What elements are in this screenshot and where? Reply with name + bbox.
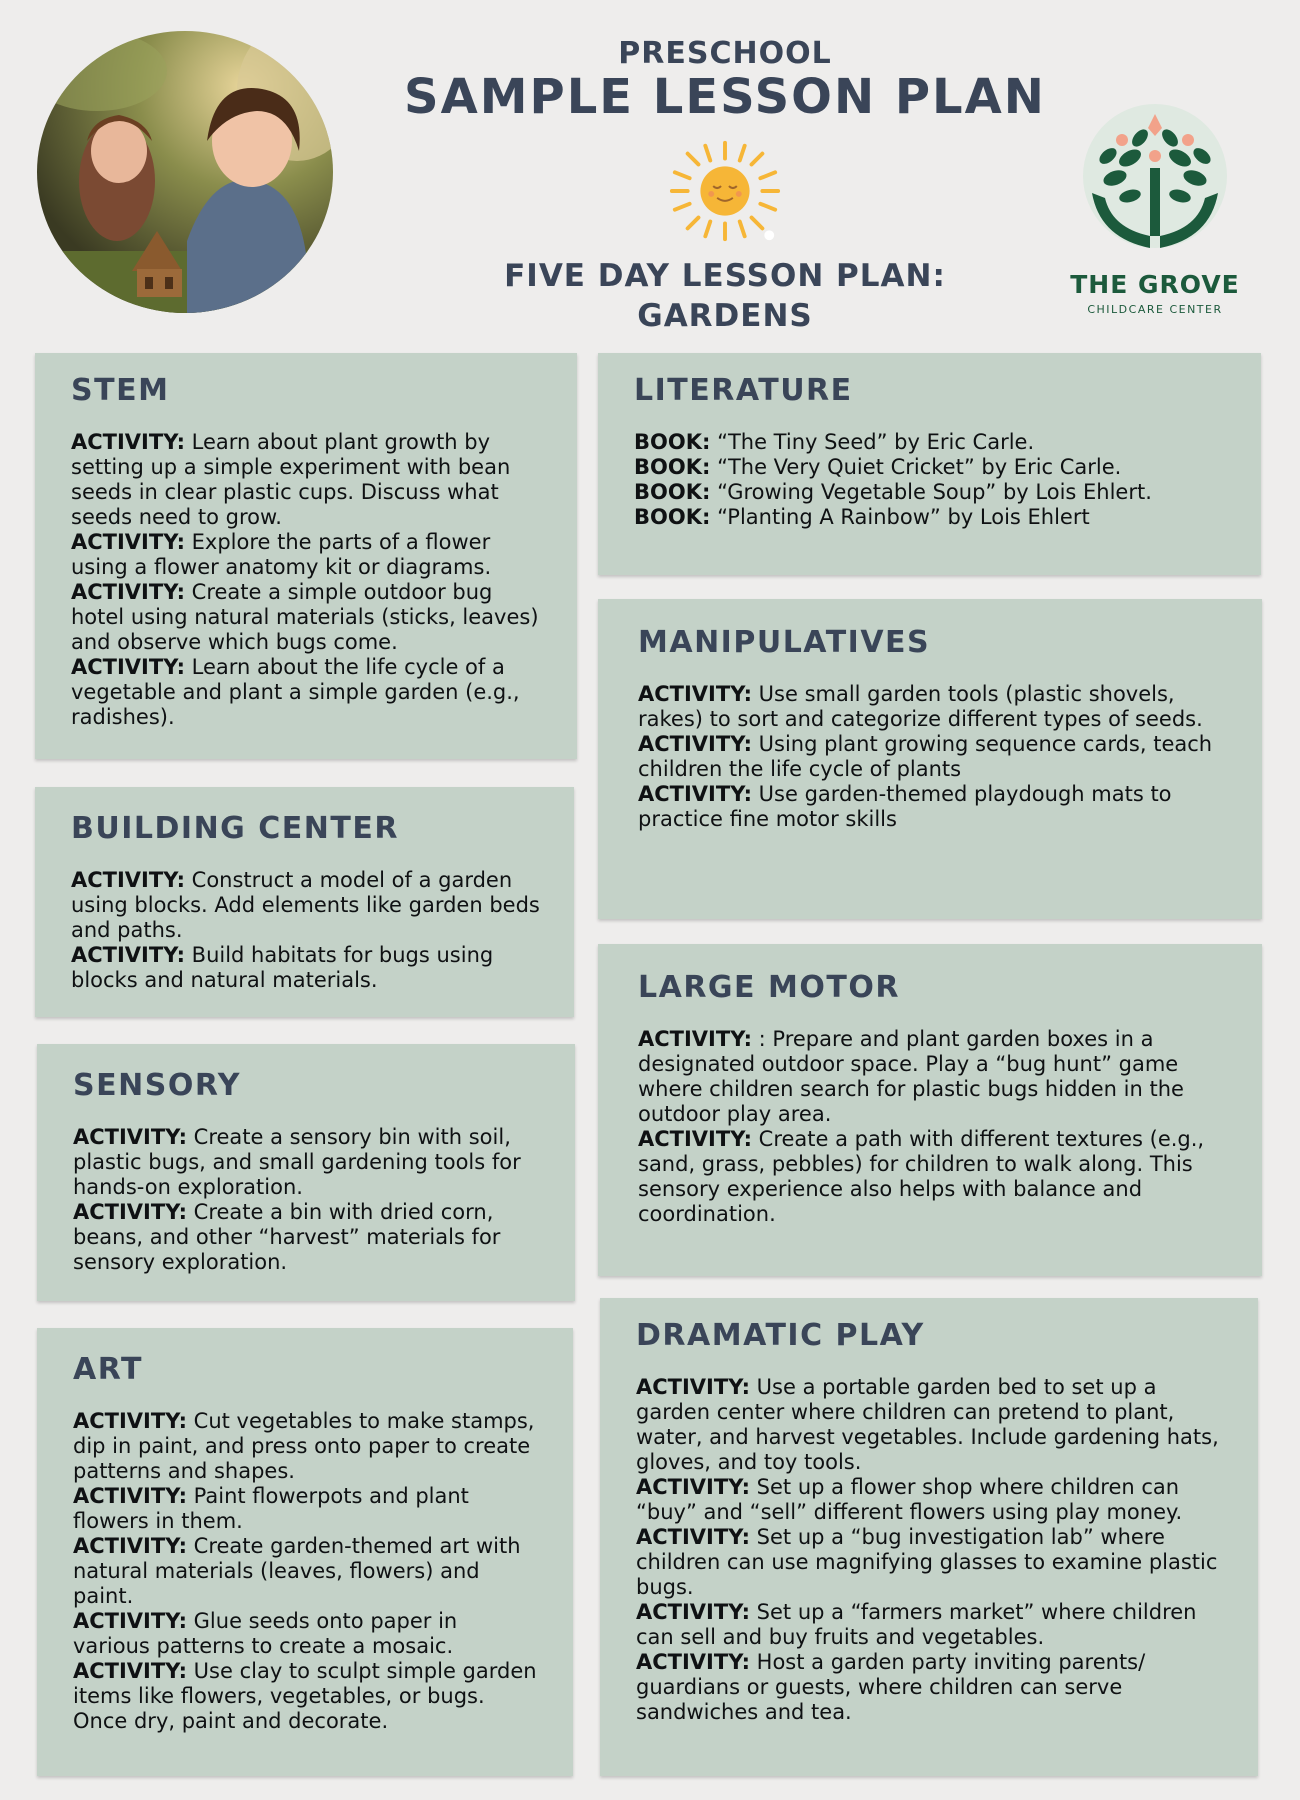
- item-text: Set up a “farmers market” where children can sell and buy fruits and vegetables.: [636, 1600, 1197, 1649]
- item-text: Create a bin with dried corn, beans, and other “harvest” materials for sensory exploration.: [73, 1200, 501, 1274]
- item-text: Using plant growing sequence cards, teach children the life cycle of plants: [638, 732, 1213, 781]
- activity-item: [638, 732, 1228, 782]
- item-label: ACTIVITY:: [73, 1200, 187, 1224]
- section-title: LARGE MOTOR: [638, 970, 900, 1005]
- item-text: Create a path with different textures (e.g., sand, grass, pebbles) for children to walk along. This sensory experience also helps with balance and coordination.: [638, 1127, 1205, 1226]
- section-title: STEM: [71, 373, 170, 408]
- activity-item: [73, 1200, 541, 1275]
- item-text: “Planting A Rainbow” by Lois Ehlert: [710, 505, 1090, 529]
- subtitle-line-1: FIVE DAY LESSON PLAN:: [504, 257, 946, 294]
- activity-item: [636, 1600, 1224, 1650]
- activity-item: [71, 530, 543, 580]
- stem-card: [35, 353, 577, 759]
- sensory-card: [37, 1044, 575, 1301]
- section-title: BUILDING CENTER: [71, 811, 399, 846]
- item-text: : Prepare and plant garden boxes in a designated outdoor space. Play a “bug hunt” game where children search for plastic bugs hidden in the outdoor play area.: [638, 1027, 1184, 1126]
- activity-item: [71, 943, 540, 993]
- item-text: Paint flowerpots and plant flowers in them.: [73, 1484, 469, 1533]
- page-title: SAMPLE LESSON PLAN: [404, 69, 1046, 125]
- item-label: ACTIVITY:: [71, 943, 185, 967]
- activity-item: [73, 1409, 539, 1484]
- activity-item: [636, 1525, 1224, 1600]
- activity-item: [71, 868, 540, 943]
- item-text: Learn about plant growth by setting up a simple experiment with bean seeds in clear plastic cups. Discuss what seeds need to grow.: [71, 430, 511, 529]
- children-garden-photo: [37, 31, 333, 313]
- activity-item: [73, 1609, 539, 1659]
- item-text: Create a simple outdoor bug hotel using natural materials (sticks, leaves) and observe which bugs come.: [71, 580, 539, 654]
- item-text: Explore the parts of a flower using a flower anatomy kit or diagrams.: [71, 530, 492, 579]
- item-text: Glue seeds onto paper in various patterns to create a mosaic.: [73, 1609, 458, 1658]
- item-label: ACTIVITY:: [71, 868, 185, 892]
- item-text: Use garden-themed playdough mats to practice fine motor skills: [638, 782, 1172, 831]
- activity-item: [73, 1125, 541, 1200]
- item-text: Construct a model of a garden using blocks. Add elements like garden beds and paths.: [71, 868, 540, 942]
- item-text: “The Tiny Seed” by Eric Carle.: [710, 430, 1035, 454]
- kicker: PRESCHOOL: [618, 36, 832, 71]
- activity-item: [73, 1534, 539, 1609]
- tree-hands-icon: [1070, 98, 1240, 268]
- activity-item: [636, 1475, 1224, 1525]
- item-text: Learn about the life cycle of a vegetable and plant a simple garden (e.g., radishes).: [71, 655, 520, 729]
- item-label: ACTIVITY:: [638, 782, 752, 806]
- item-text: Create a sensory bin with soil, plastic bugs, and small gardening tools for hands-on exploration.: [73, 1125, 521, 1199]
- item-text: “Growing Vegetable Soup” by Lois Ehlert.: [710, 480, 1152, 504]
- item-text: Build habitats for bugs using blocks and natural materials.: [71, 943, 494, 992]
- section-title: DRAMATIC PLAY: [636, 1318, 925, 1353]
- item-label: ACTIVITY:: [636, 1525, 750, 1549]
- item-label: ACTIVITY:: [71, 655, 185, 679]
- item-label: ACTIVITY:: [636, 1600, 750, 1624]
- item-label: ACTIVITY:: [638, 1127, 752, 1151]
- item-text: “The Very Quiet Cricket” by Eric Carle.: [710, 455, 1122, 479]
- item-label: ACTIVITY:: [71, 430, 185, 454]
- item-label: ACTIVITY:: [73, 1409, 187, 1433]
- logo-subtitle: CHILDCARE CENTER: [1087, 303, 1223, 316]
- section-title: ART: [73, 1352, 143, 1387]
- item-label: ACTIVITY:: [73, 1534, 187, 1558]
- item-text: Host a garden party inviting parents/ guardians or guests, where children can serve sandwiches and tea.: [636, 1650, 1146, 1724]
- manipulatives-card: [598, 599, 1262, 919]
- section-title: SENSORY: [73, 1068, 241, 1103]
- building-center-card: [35, 787, 574, 1017]
- art-card: [37, 1328, 573, 1776]
- book-item: [634, 480, 1227, 505]
- activity-item: [71, 655, 543, 730]
- book-item: [634, 455, 1227, 480]
- activity-item: [73, 1659, 539, 1734]
- item-label: ACTIVITY:: [636, 1475, 750, 1499]
- item-label: ACTIVITY:: [71, 580, 185, 604]
- sun-icon: [666, 136, 784, 246]
- item-label: ACTIVITY:: [636, 1375, 750, 1399]
- activity-item: [638, 782, 1228, 832]
- section-title: MANIPULATIVES: [638, 625, 931, 660]
- book-item: [634, 430, 1227, 455]
- the-grove-logo: [1060, 98, 1250, 316]
- activity-item: [638, 1027, 1228, 1127]
- activity-item: [636, 1375, 1224, 1475]
- item-label: BOOK:: [634, 430, 711, 454]
- book-item: [634, 505, 1227, 530]
- item-label: ACTIVITY:: [638, 732, 752, 756]
- activity-item: [638, 682, 1228, 732]
- item-text: Set up a “bug investigation lab” where children can use magnifying glasses to examine plastic bugs.: [636, 1525, 1218, 1599]
- item-label: ACTIVITY:: [73, 1609, 187, 1633]
- activity-item: [71, 430, 543, 530]
- item-label: ACTIVITY:: [73, 1659, 187, 1683]
- logo-name: THE GROVE: [1070, 270, 1240, 299]
- item-text: Cut vegetables to make stamps, dip in paint, and press onto paper to create patterns and shapes.: [73, 1409, 535, 1483]
- activity-item: [73, 1484, 539, 1534]
- activity-item: [71, 580, 543, 655]
- subtitle-line-2: GARDENS: [637, 297, 813, 334]
- item-label: ACTIVITY:: [638, 1027, 752, 1051]
- item-label: ACTIVITY:: [73, 1125, 187, 1149]
- item-text: Use clay to sculpt simple garden items like flowers, vegetables, or bugs. Once dry, paint and decorate.: [73, 1659, 537, 1733]
- literature-card: [598, 353, 1261, 575]
- page-header: [380, 36, 1070, 336]
- large-motor-card: [598, 944, 1262, 1276]
- item-label: BOOK:: [634, 505, 711, 529]
- item-label: ACTIVITY:: [73, 1484, 187, 1508]
- item-label: ACTIVITY:: [638, 682, 752, 706]
- item-text: Create garden-themed art with natural materials (leaves, flowers) and paint.: [73, 1534, 521, 1608]
- item-label: ACTIVITY:: [636, 1650, 750, 1674]
- item-text: Set up a flower shop where children can “buy” and “sell” different flowers using play money.: [636, 1475, 1183, 1524]
- item-text: Use small garden tools (plastic shovels, rakes) to sort and categorize different types of seeds.: [638, 682, 1203, 731]
- lesson-subtitle: [380, 256, 1070, 336]
- dramatic-play-card: [600, 1298, 1258, 1776]
- section-title: LITERATURE: [634, 373, 853, 408]
- item-label: BOOK:: [634, 455, 711, 479]
- item-text: Use a portable garden bed to set up a garden center where children can pretend to plant, water, and harvest vegetables. Include gardening hats, gloves, and toy tools.: [636, 1375, 1219, 1474]
- item-label: ACTIVITY:: [71, 530, 185, 554]
- activity-item: [636, 1650, 1224, 1725]
- activity-item: [638, 1127, 1228, 1227]
- item-label: BOOK:: [634, 480, 711, 504]
